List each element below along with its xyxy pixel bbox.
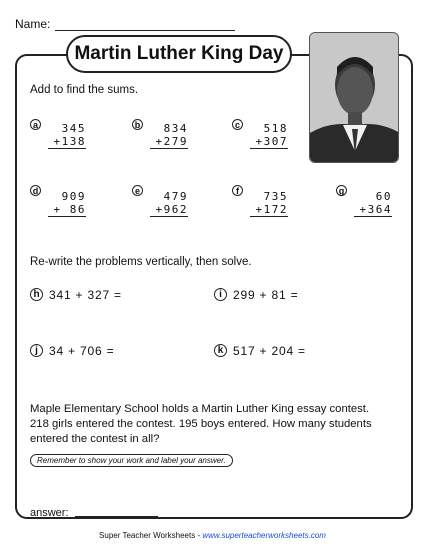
- problem-k-label: k: [214, 344, 227, 357]
- problem-f-top: 735: [263, 190, 288, 203]
- problem-c-top: 518: [263, 122, 288, 135]
- problem-c-bottom: +307: [250, 135, 288, 149]
- problem-a-top: 345: [61, 122, 86, 135]
- problem-e-label: e: [132, 185, 143, 196]
- problem-a-label: a: [30, 119, 41, 130]
- problem-f-label: f: [232, 185, 243, 196]
- problem-i: 299 + 81 =: [233, 288, 299, 302]
- problem-g: [354, 190, 392, 217]
- page-title: Martin Luther King Day: [66, 35, 292, 73]
- problem-f-bottom: +172: [250, 203, 288, 217]
- problem-e: [150, 190, 188, 217]
- reminder-box: Remember to show your work and label your answer.: [30, 454, 233, 467]
- problem-d-top: 909: [61, 190, 86, 203]
- problem-j: 34 + 706 =: [49, 344, 115, 358]
- word-problem: Maple Elementary School holds a Martin Luther King essay contest. 218 girls entered the contest. 195 boys entered. How many students entered the contest in all?: [30, 403, 372, 445]
- problem-g-bottom: +364: [354, 203, 392, 217]
- problem-k: 517 + 204 =: [233, 344, 306, 358]
- portrait-photo: [309, 32, 399, 163]
- instructions-rewrite: Re-write the problems vertically, then solve.: [30, 256, 252, 268]
- problem-e-bottom: +962: [150, 203, 188, 217]
- problem-d-bottom: + 86: [48, 203, 86, 217]
- problem-a-bottom: +138: [48, 135, 86, 149]
- problem-a: [48, 122, 86, 149]
- problem-i-label: i: [214, 288, 227, 301]
- problem-h-label: h: [30, 288, 43, 301]
- problem-c-label: c: [232, 119, 243, 130]
- instructions-add: Add to find the sums.: [30, 84, 139, 96]
- problem-g-top: 60: [375, 190, 392, 203]
- problem-b: [150, 122, 188, 149]
- answer-label: answer:: [30, 507, 69, 519]
- problem-b-label: b: [132, 119, 143, 130]
- name-field-line[interactable]: [55, 30, 235, 31]
- portrait-image: [310, 33, 399, 163]
- problem-f: [250, 190, 288, 217]
- answer-field-line[interactable]: [75, 516, 158, 517]
- problem-g-label: g: [336, 185, 347, 196]
- problem-b-bottom: +279: [150, 135, 188, 149]
- problem-j-label: j: [30, 344, 43, 357]
- problem-e-top: 479: [163, 190, 188, 203]
- problem-h: 341 + 327 =: [49, 288, 122, 302]
- problem-d: [48, 190, 86, 217]
- footer-link[interactable]: www.superteacherworksheets.com: [202, 531, 326, 540]
- name-label: Name:: [15, 17, 51, 31]
- footer-brand: Super Teacher Worksheets -: [99, 531, 203, 540]
- footer: [0, 531, 425, 540]
- problem-b-top: 834: [163, 122, 188, 135]
- problem-c: [250, 122, 288, 149]
- problem-d-label: d: [30, 185, 41, 196]
